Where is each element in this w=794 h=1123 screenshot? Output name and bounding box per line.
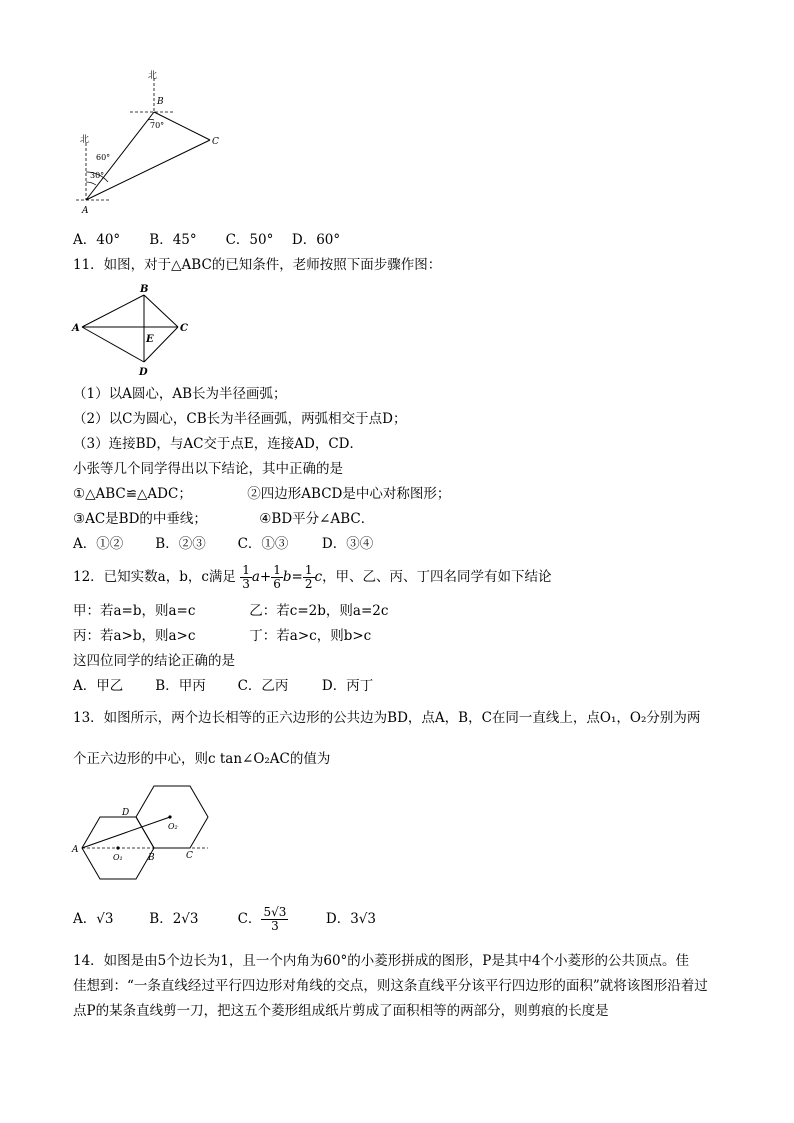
q12-option-b[interactable]: B．甲丙 bbox=[155, 678, 206, 694]
q13-option-c-prefix: C． bbox=[237, 911, 262, 927]
q13-line-2: 个正六边形的中心，则c tan∠O₂AC的值为 bbox=[73, 751, 331, 767]
q11-stem: 11．如图，对于△ABC的已知条件，老师按照下面步骤作图： bbox=[73, 257, 442, 273]
q12-stem bbox=[73, 562, 552, 592]
q12-fraction-3-num: 1 bbox=[304, 563, 313, 577]
q13-option-c-den: 3 bbox=[271, 919, 279, 933]
q12-stem-prefix: 12．已知实数a，b，c满足 bbox=[73, 569, 236, 585]
q13-option-a[interactable]: A．√3 bbox=[73, 911, 114, 927]
q12-statement-bing: 丙：若a>b，则a>c bbox=[73, 628, 196, 644]
q11-options bbox=[73, 534, 373, 554]
q11-option-c[interactable]: C．①③ bbox=[237, 536, 289, 552]
point-label-c: C bbox=[180, 323, 188, 334]
angle-label-60: 60° bbox=[96, 153, 111, 162]
q11-conclusion-2: ②四边形ABCD是中心对称图形； bbox=[247, 486, 451, 502]
point-label-a: A bbox=[72, 323, 80, 334]
q10-option-c[interactable]: C．50° bbox=[225, 232, 274, 248]
q12-fraction-3 bbox=[303, 564, 315, 591]
q12-stem-suffix: ，甲、乙、丙、丁四名同学有如下结论 bbox=[322, 569, 552, 585]
q14-line-2: 佳想到：“一条直线经过平行四边形对角线的交点，则这条直线平分该平行四边形的面积”就将该图形沿着过 bbox=[73, 978, 708, 994]
q12-term-3: c bbox=[314, 569, 323, 585]
q11-conclusions-row1 bbox=[73, 484, 450, 504]
point-label-d: D bbox=[122, 808, 130, 818]
q11-step-1: （1）以A圆心，AB长为半径画弧； bbox=[73, 386, 287, 402]
q12-fraction-1 bbox=[240, 564, 252, 591]
q12-fraction-2-num: 1 bbox=[273, 563, 281, 577]
q13-option-d[interactable]: D．3√3 bbox=[325, 911, 376, 927]
q11-figure bbox=[70, 282, 195, 377]
q11-option-d[interactable]: D．③④ bbox=[321, 536, 374, 552]
q13-figure bbox=[70, 780, 210, 880]
q12-statement-ding: 丁：若a>c，则b>c bbox=[249, 628, 372, 644]
angle-label-70: 70° bbox=[150, 121, 165, 130]
q14-line-3: 点P的某条直线剪一刀，把这五个菱形组成纸片剪成了面积相等的两部分，则剪痕的长度是 bbox=[73, 1003, 609, 1019]
q12-option-a[interactable]: A．甲乙 bbox=[73, 678, 124, 694]
q12-options bbox=[73, 676, 373, 696]
q11-step-3: （3）连接BD，与AC交于点E，连接AD，CD． bbox=[73, 436, 363, 452]
q13-option-c[interactable] bbox=[238, 902, 322, 936]
north-label-top: 北 bbox=[148, 71, 158, 81]
q13-option-c-fraction bbox=[261, 906, 288, 933]
q12-fraction-3-den: 2 bbox=[304, 577, 313, 591]
angle-label-30: 30° bbox=[90, 171, 105, 180]
q10-option-a[interactable]: A．40° bbox=[73, 232, 121, 248]
point-label-a: A bbox=[72, 845, 79, 855]
q10-options bbox=[73, 230, 340, 250]
point-label-c: C bbox=[212, 137, 219, 147]
q11-conclusion-4: ④BD平分∠ABC． bbox=[259, 511, 375, 527]
north-label-left: 北 bbox=[80, 135, 90, 145]
q11-option-a[interactable]: A．①② bbox=[73, 536, 124, 552]
point-label-b: B bbox=[157, 97, 164, 107]
q12-row-1 bbox=[73, 601, 388, 621]
q12-fraction-1-num: 1 bbox=[242, 563, 250, 577]
q13-line-1: 13．如图所示，两个边长相等的正六边形的公共边为BD，点A，B，C在同一直线上，点O₁，O₂分别为两 bbox=[73, 710, 701, 726]
point-label-b: B bbox=[148, 853, 155, 863]
q12-fraction-1-den: 3 bbox=[242, 577, 250, 591]
q11-conclusion-3: ③AC是BD的中垂线； bbox=[73, 511, 207, 527]
q11-lead: 小张等几个同学得出以下结论，其中正确的是 bbox=[73, 461, 343, 477]
q12-row-2 bbox=[73, 626, 371, 646]
q12-statement-yi: 乙：若c=2b，则a=2c bbox=[249, 603, 389, 619]
point-label-o1: O₁ bbox=[113, 853, 123, 862]
point-label-e: E bbox=[146, 334, 154, 345]
q10-figure bbox=[70, 68, 230, 218]
q11-conclusion-1: ①△ABC≌△ADC； bbox=[73, 486, 192, 502]
point-label-d: D bbox=[139, 367, 148, 377]
q12-option-c[interactable]: C．乙丙 bbox=[237, 678, 289, 694]
q10-option-b[interactable]: B．45° bbox=[149, 232, 197, 248]
q12-lead: 这四位同学的结论正确的是 bbox=[73, 653, 235, 669]
point-label-c: C bbox=[186, 851, 193, 861]
q11-option-b[interactable]: B．②③ bbox=[155, 536, 206, 552]
q11-conclusions-row2 bbox=[73, 509, 374, 529]
point-label-b: B bbox=[140, 284, 149, 295]
q12-term-2: b= bbox=[282, 569, 303, 585]
point-label-o2: O₂ bbox=[168, 822, 178, 831]
q12-option-d[interactable]: D．丙丁 bbox=[321, 678, 374, 694]
q12-statement-jia: 甲：若a=b，则a=c bbox=[73, 603, 196, 619]
q12-fraction-2 bbox=[271, 564, 283, 591]
q13-option-b[interactable]: B．2√3 bbox=[149, 911, 199, 927]
q10-option-d[interactable]: D．60° bbox=[291, 232, 341, 248]
q14-line-1: 14．如图是由5个边长为1，且一个内角为60°的小菱形拼成的图形，P是其中4个小菱形的公共顶点。佳 bbox=[73, 953, 689, 969]
q12-fraction-2-den: 6 bbox=[273, 577, 281, 591]
point-label-a: A bbox=[82, 206, 89, 216]
q11-step-2: （2）以C为圆心，CB长为半径画弧，两弧相交于点D； bbox=[73, 411, 407, 427]
q12-term-1: a+ bbox=[251, 569, 272, 585]
q13-option-c-num: 5√3 bbox=[263, 905, 287, 919]
q13-options bbox=[73, 902, 376, 936]
